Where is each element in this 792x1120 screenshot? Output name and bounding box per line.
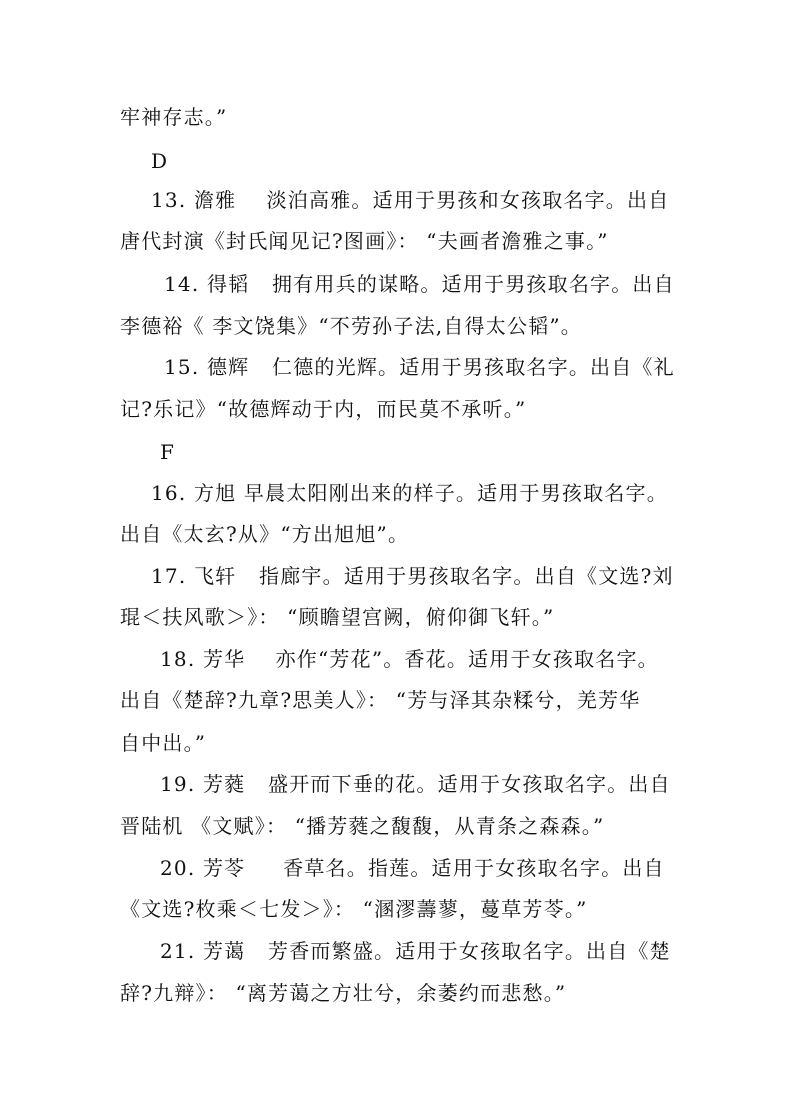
entry-18-line-3: 自中出。” xyxy=(120,731,207,755)
text-line: 牢神存志。” xyxy=(120,105,228,129)
entry-14-line-1: 14. 得韬 拥有用兵的谋略。适用于男孩取名字。出自 xyxy=(164,272,675,296)
entry-13-line-1: 13. 澹雅 淡泊高雅。适用于男孩和女孩取名字。出自 xyxy=(151,188,670,212)
entry-15-line-2: 记?乐记》“故德辉动于内，而民莫不承听。” xyxy=(120,397,527,421)
section-letter-d: D xyxy=(151,149,169,173)
entry-18-line-1: 18. 芳华 亦作“芳花”。香花。适用于女孩取名字。 xyxy=(160,647,659,671)
entry-21-line-1: 21. 芳蔼 芳香而繁盛。适用于女孩取名字。出自《楚 xyxy=(160,939,671,963)
entry-19-line-1: 19. 芳蕤 盛开而下垂的花。适用于女孩取名字。出自 xyxy=(160,772,671,796)
entry-16-line-2: 出自《太玄?从》“方出旭旭”。 xyxy=(120,522,410,546)
entry-18-line-2: 出自《楚辞?九章?思美人》： “芳与泽其杂糅兮，羌芳华 xyxy=(120,688,641,712)
entry-21-line-2: 辞?九辩》： “离芳蔼之方壮兮，余萎约而悲愁。” xyxy=(120,981,567,1005)
entry-20-line-1: 20. 芳苓 香草名。指莲。适用于女孩取名字。出自 xyxy=(160,856,665,880)
entry-19-line-2: 晋陆机 《文赋》： “播芳蕤之馥馥，从青条之森森。” xyxy=(120,814,605,838)
entry-16-line-1: 16. 方旭 早晨太阳刚出来的样子。适用于男孩取名字。 xyxy=(151,481,668,505)
entry-13-line-2: 唐代封演《封氏闻见记?图画》： “夫画者澹雅之事。” xyxy=(120,229,609,253)
entry-17-line-2: 琨＜扶风歌＞》： “顾瞻望宫阙，俯仰御飞轩。” xyxy=(120,605,555,629)
entry-17-line-1: 17. 飞轩 指廊宇。适用于男孩取名字。出自《文选?刘 xyxy=(151,564,674,588)
entry-14-line-2: 李德裕《 李文饶集》“不劳孙子法,自得太公韬”。 xyxy=(120,314,582,338)
entry-20-line-2: 《文选?枚乘＜七发＞》： “溷漻薵蓼，蔓草芳苓。” xyxy=(120,897,588,921)
section-letter-f: F xyxy=(160,440,176,464)
entry-15-line-1: 15. 德辉 仁德的光辉。适用于男孩取名字。出自《礼 xyxy=(164,355,675,379)
